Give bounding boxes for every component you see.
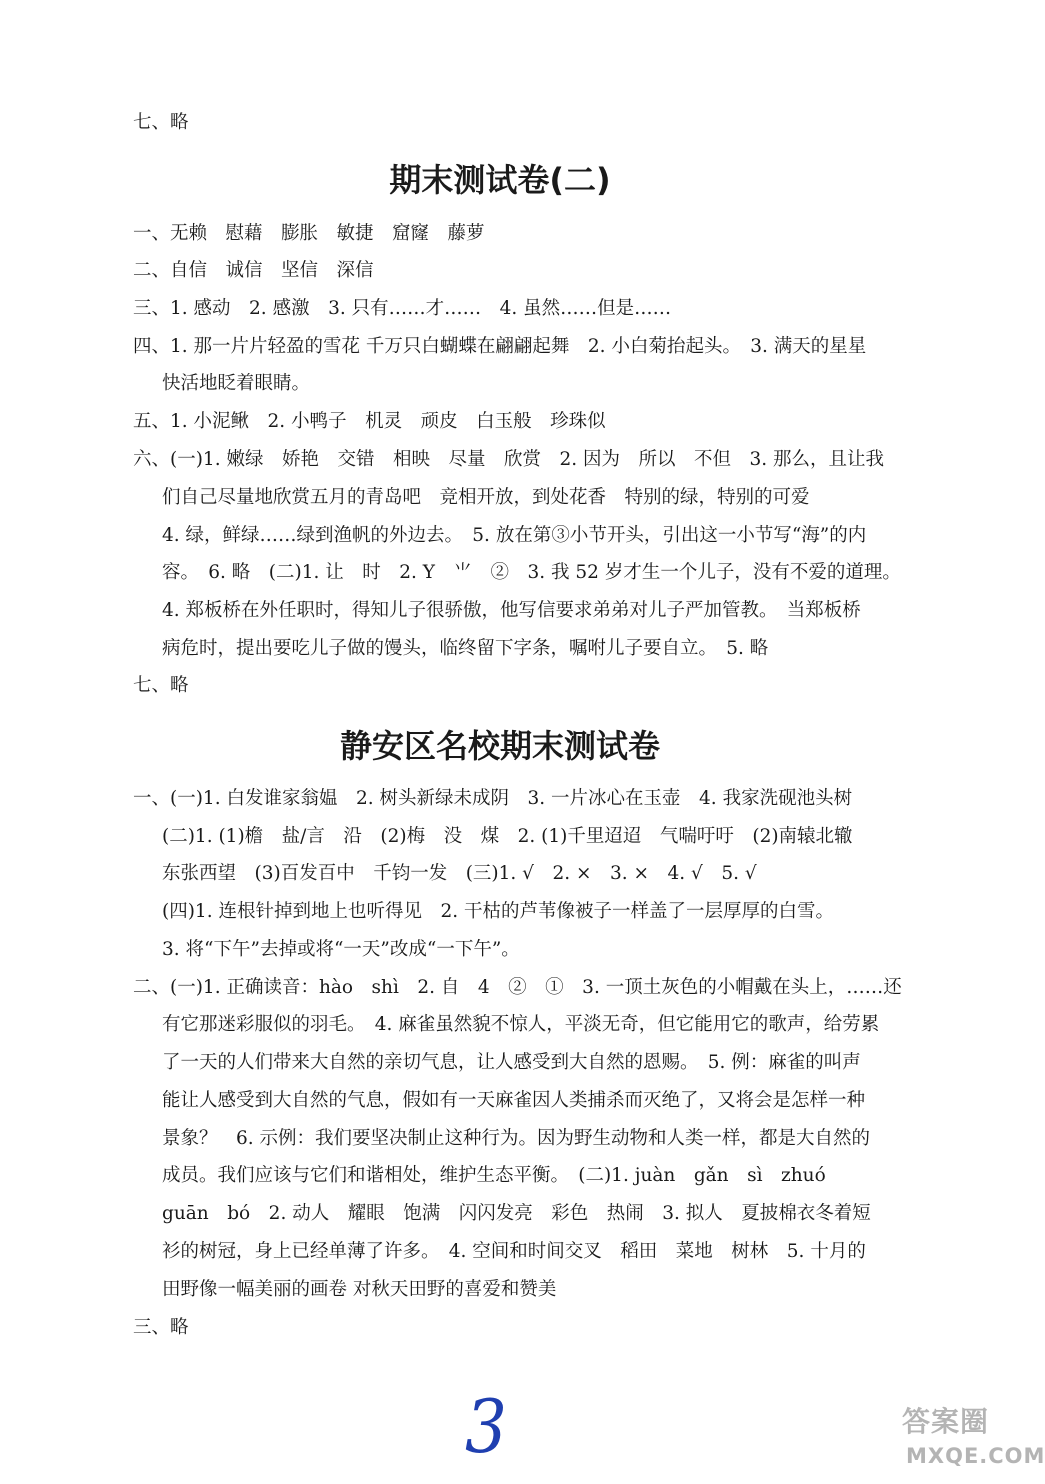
watermark-title: 答案圈 xyxy=(902,1405,990,1438)
watermark-logo xyxy=(880,1400,1045,1480)
watermark-subtitle: MXQE.COM xyxy=(906,1444,1045,1468)
answer-line: 3. 将“下午”去掉或将“一天”改成“一下午”。 xyxy=(162,939,520,960)
answer-line: (二)1. (1)檐 盐/言 沿 (2)梅 没 煤 2. (1)千里迢迢 气喘吁吁 (2)南辕北辙 xyxy=(162,826,853,847)
page-number: 3 xyxy=(465,1385,507,1470)
answer-line: 三、1. 感动 2. 感激 3. 只有……才…… 4. 虽然……但是…… xyxy=(133,298,672,319)
answer-line: 二、(一)1. 正确读音：hào shì 2. 自 4 ② ① 3. 一顶土灰色的小帽戴在头上，……还 xyxy=(133,977,902,998)
answer-line: 田野像一幅美丽的画卷 对秋天田野的喜爱和赞美 xyxy=(162,1279,557,1300)
answer-line: (四)1. 连根针掉到地上也听得见 2. 干枯的芦苇像被子一样盖了一层厚厚的白雪。 xyxy=(162,901,835,922)
answer-line: 有它那迷彩服似的羽毛。 4. 麻雀虽然貌不惊人，平淡无奇，但它能用它的歌声，给劳累 xyxy=(162,1014,880,1035)
answer-line: 了一天的人们带来大自然的亲切气息，让人感受到大自然的恩赐。 5. 例：麻雀的叫声 xyxy=(162,1052,861,1073)
answer-line: 五、1. 小泥鳅 2. 小鸭子 机灵 顽皮 白玉般 珍珠似 xyxy=(133,411,606,432)
section-heading: 期末测试卷(二) xyxy=(389,161,611,199)
answer-line: 4. 绿，鲜绿……绿到渔帆的外边去。 5. 放在第③小节开头，引出这一小节写“海”的内 xyxy=(162,525,867,546)
answer-line: 成员。我们应该与它们和谐相处，维护生态平衡。 (二)1. juàn gǎn sì zhuó xyxy=(162,1165,826,1186)
answer-line: 六、(一)1. 嫩绿 娇艳 交错 相映 尽量 欣赏 2. 因为 所以 不但 3. 那么，且让我 xyxy=(133,449,885,470)
answer-line: 东张西望 (3)百发百中 千钧一发 (三)1. √ 2. × 3. × 4. √ 5. √ xyxy=(162,863,757,884)
answer-line: 一、无赖 慰藉 膨胀 敏捷 窟窿 藤萝 xyxy=(133,223,485,244)
answer-line: 容。 6. 略 (二)1. 让 时 2. Y ⺌ ② 3. 我 52 岁才生一个儿子，没有不爱的道理。 xyxy=(162,562,901,583)
answer-line: 能让人感受到大自然的气息，假如有一天麻雀因人类捕杀而灭绝了，又将会是怎样一种 xyxy=(162,1090,866,1111)
answer-line: 衫的树冠，身上已经单薄了许多。 4. 空间和时间交叉 稻田 菜地 树林 5. 十月的 xyxy=(162,1241,866,1262)
answer-line: 七、略 xyxy=(133,112,189,133)
answer-line: 二、自信 诚信 坚信 深信 xyxy=(133,260,374,281)
answer-line: 七、略 xyxy=(133,675,189,696)
answer-line: 四、1. 那一片片轻盈的雪花 千万只白蝴蝶在翩翩起舞 2. 小白菊抬起头。 3. 满天的星星 xyxy=(133,336,867,357)
answer-line: 们自己尽量地欣赏五月的青岛吧 竞相开放，到处花香 特别的绿，特别的可爱 xyxy=(162,487,810,508)
answer-line: 景象？ 6. 示例：我们要坚决制止这种行为。因为野生动物和人类一样，都是大自然的 xyxy=(162,1128,871,1149)
answer-line: 一、(一)1. 白发谁家翁媪 2. 树头新绿未成阴 3. 一片冰心在玉壶 4. 我家洗砚池头树 xyxy=(133,788,853,809)
answer-line: 病危时，提出要吃儿子做的馒头，临终留下字条，嘱咐儿子要自立。 5. 略 xyxy=(162,638,769,659)
answer-line: 4. 郑板桥在外任职时，得知儿子很骄傲，他写信要求弟弟对儿子严加管教。 当郑板桥 xyxy=(162,600,861,621)
answer-line: 快活地眨着眼睛。 xyxy=(162,373,311,394)
answer-line: guān bó 2. 动人 耀眼 饱满 闪闪发亮 彩色 热闹 3. 拟人 夏披棉衣冬着短 xyxy=(162,1203,871,1224)
answer-line: 三、略 xyxy=(133,1317,189,1338)
section-heading: 静安区名校期末测试卷 xyxy=(339,727,660,765)
